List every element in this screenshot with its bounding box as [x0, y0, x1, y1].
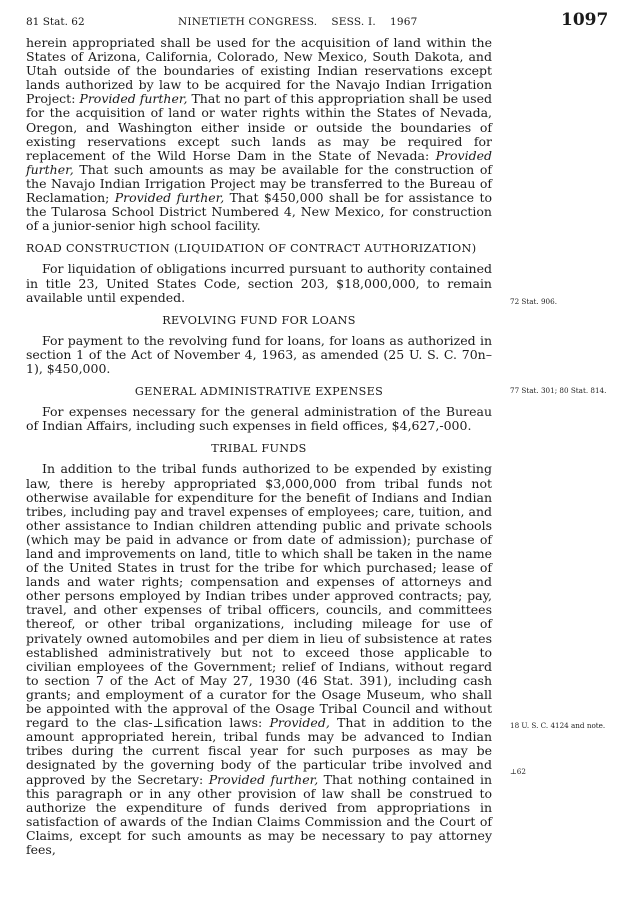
document-body	[26, 36, 492, 857]
running-title: NINETIETH CONGRESS. SESS. I. 1967	[178, 16, 418, 28]
heading-revolving-fund: REVOLVING FUND FOR LOANS	[162, 313, 356, 327]
paragraph-road-construction: For liquidation of obligations incurred pursuant to authority contained in title 23, United States Code, section 203, $18,000,000, to remain available until expended.	[26, 261, 492, 305]
heading-tribal-funds: TRIBAL FUNDS	[211, 442, 307, 456]
margin-note-revolving: 77 Stat. 301; 80 Stat. 814.	[510, 386, 607, 395]
statute-reference: 81 Stat. 62	[26, 16, 85, 28]
margin-note-page-break: ⊥62	[510, 767, 526, 776]
paragraph-administrative-expenses: For expenses necessary for the general administration of the Bureau of Indian Affairs, including such expenses in field offices, $4,627,-000.	[26, 404, 492, 434]
paragraph-intro: herein appropriated shall be used for the acquisition of land within the States of Arizona, California, Colorado, New Mexico, South Dakota, and Utah outside of the boundaries of existing Indian reservations except lands authorized by law to be acquired for the Navajo Indian Irrigation Project: Provided further, That no part of this appropriation shall be used for the acquisition of land or water rights within the States of Nevada, Oregon, and Washington either inside or outside the boundaries of existing reservations except such lands as may be required for replacement of the Wild Horse Dam in the State of Nevada: Provided further, That such amounts as may be available for the construction of the Navajo Indian Irrigation Project may be transferred to the Bureau of Reclamation; Provided further, That $450,000 shall be for assistance to the Tularosa School District Numbered 4, New Mexico, for construction of a junior-senior high school facility.	[26, 35, 492, 234]
heading-road-construction: ROAD CONSTRUCTION (LIQUIDATION OF CONTRACT AUTHORIZATION)	[26, 242, 477, 256]
margin-note-tribal: 18 U. S. C. 4124 and note.	[510, 721, 606, 730]
page-number: 1097	[561, 10, 609, 30]
heading-administrative-expenses: GENERAL ADMINISTRATIVE EXPENSES	[134, 385, 384, 399]
paragraph-tribal-funds: In addition to the tribal funds authorized to be expended by existing law, there is hereby appropriated $3,000,000 from tribal funds not otherwise available for expenditure for the benefit of Indians and Indian tribes, including pay and travel expenses of employees; care, tuition, and other assistance to Indian children attending public and private schools (which may be paid in advance or from date of admission); purchase of land and improvements on land, title to which shall be taken in the name of the United States in trust for the tribe for which purchased; lease of lands and water rights; compensation and expenses of attorneys and other persons employed by Indian tribes under approved contracts; pay, travel, and other expenses of tribal officers, councils, and committees thereof, or other tribal organizations, including mileage for use of privately owned automobiles and per diem in lieu of subsistence at rates established administratively but not to exceed those applicable to civilian employees of the Government; relief of Indians, without regard to section 7 of the Act of May 27, 1930 (46 Stat. 391), including cash grants; and employment of a curator for the Osage Museum, who shall be appointed with the approval of the Osage Tribal Council and without regard to the clas-⊥sification laws: Provided, That in addition to the amount appropriated herein, tribal funds may be advanced to Indian tribes during the current fiscal year for such purposes as may be designated by the governing body of the particular tribe involved and approved by the Secretary: Provided further, That nothing contained in this paragraph or in any other provision of law shall be construed to authorize the expenditure of funds derived from appropriations in satisfaction of awards of the Indian Claims Commission and the Court of Claims, except for such amounts as may be necessary to pay attorney fees,	[26, 461, 492, 857]
margin-note-road: 72 Stat. 906.	[510, 297, 557, 306]
page-header	[26, 10, 609, 34]
paragraph-revolving-fund: For payment to the revolving fund for loans, for loans as authorized in section 1 of the Act of November 4, 1963, as amended (25 U. S. C. 70n–1), $450,000.	[26, 332, 492, 376]
